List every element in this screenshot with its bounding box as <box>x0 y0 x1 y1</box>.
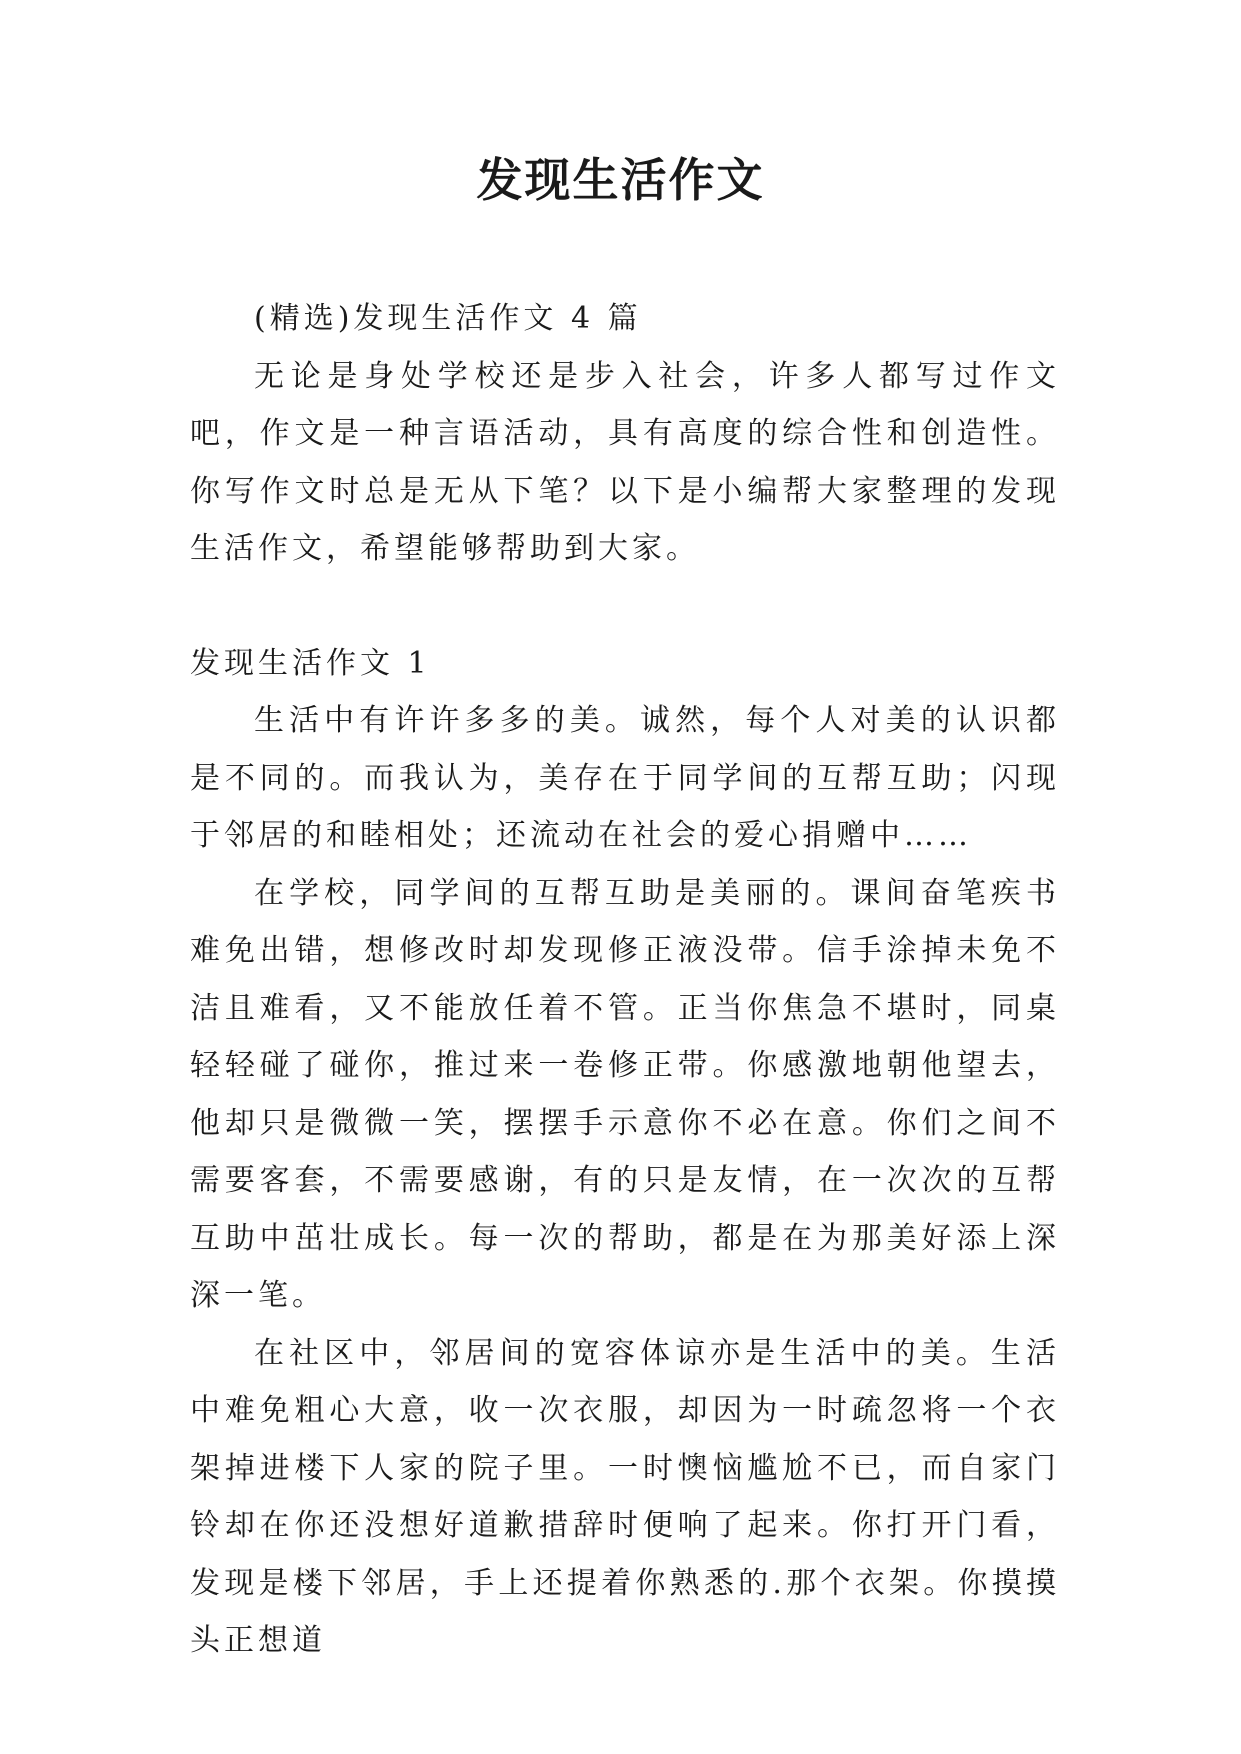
document-subtitle: (精选)发现生活作文 4 篇 <box>254 301 642 336</box>
document-body <box>190 290 1060 1670</box>
body-paragraph-3: 在社区中，邻居间的宽容体谅亦是生活中的美。生活中难免粗心大意，收一次衣服，却因为一时疏忽将一个衣架掉进楼下人家的院子里。一时懊恼尴尬不已，而自家门铃却在你还没想好道歉措辞时便响了起来。你打开门看，发现是楼下邻居，手上还提着你熟悉的.那个衣架。你摸摸头正想道 <box>190 1335 1060 1658</box>
body-paragraph-1: 生活中有许许多多的美。诚然，每个人对美的认识都是不同的。而我认为，美存在于同学间的互帮互助；闪现于邻居的和睦相处；还流动在社会的爱心捐赠中…… <box>190 703 1060 853</box>
intro-paragraph: 无论是身处学校还是步入社会，许多人都写过作文吧，作文是一种言语活动，具有高度的综合性和创造性。你写作文时总是无从下笔？以下是小编帮大家整理的发现生活作文，希望能够帮助到大家。 <box>190 358 1060 566</box>
document-title: 发现生活作文 <box>476 153 765 207</box>
section-heading: 发现生活作文 1 <box>190 645 431 681</box>
paragraph-spacer <box>190 578 1060 635</box>
body-paragraph-2: 在学校，同学间的互帮互助是美丽的。课间奋笔疾书难免出错，想修改时却发现修正液没带。信手涂掉未免不洁且难看，又不能放任着不管。正当你焦急不堪时，同桌轻轻碰了碰你，推过来一卷修正带。你感激地朝他望去，他却只是微微一笑，摆摆手示意你不必在意。你们之间不需要客套，不需要感谢，有的只是友情，在一次次的互帮互助中茁壮成长。每一次的帮助，都是在为那美好添上深深一笔。 <box>190 875 1060 1313</box>
